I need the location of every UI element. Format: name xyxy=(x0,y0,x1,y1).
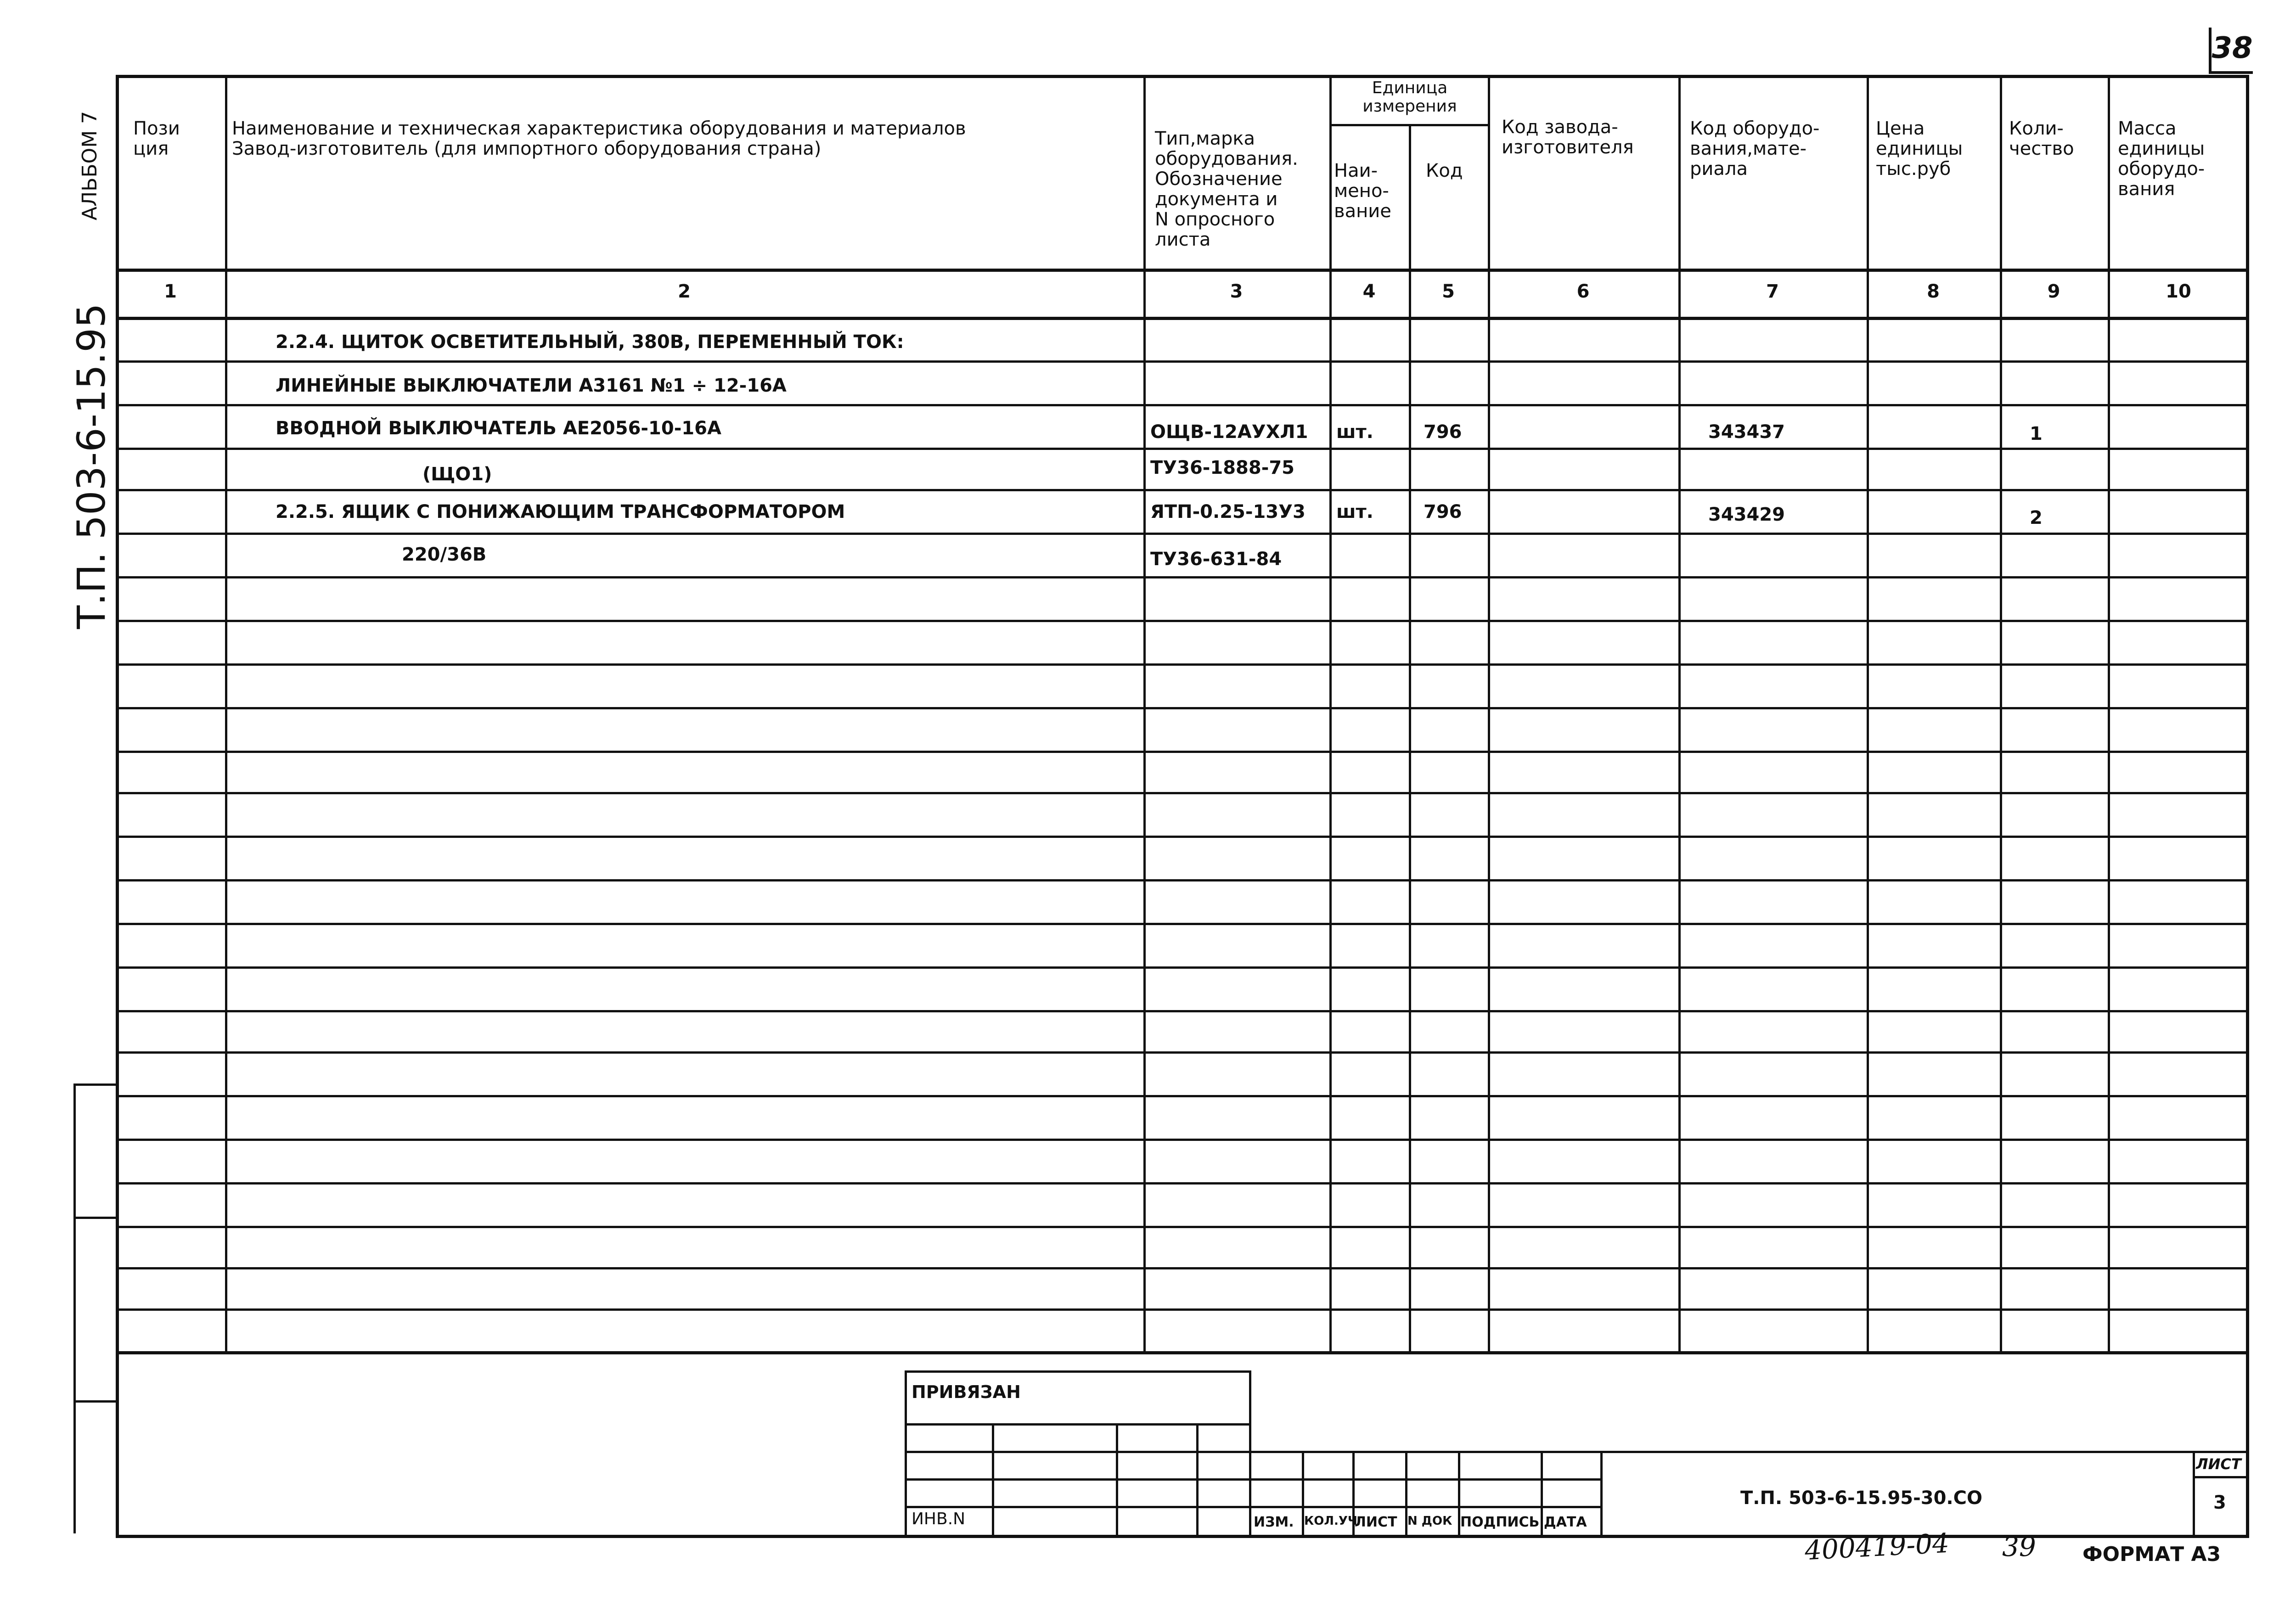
table-row-type: ЯТП-0.25-13У3 xyxy=(1150,501,1306,522)
header-manufacturer-code: Код завода- изготовителя xyxy=(1502,117,1634,158)
handwritten-inventory-number: 400419-04 xyxy=(1804,1527,1950,1566)
format-label: ФОРМАТ А3 xyxy=(2082,1543,2221,1566)
project-side-label: Т.П. 503-6-15.95 xyxy=(69,303,114,629)
header-unit-code: Код xyxy=(1426,160,1463,181)
column-number: 6 xyxy=(1576,281,1590,302)
stamp-label-count: КОЛ.УЧ xyxy=(1304,1514,1357,1528)
table-row-type: ТУ36-631-84 xyxy=(1150,549,1282,570)
page-number: 38 xyxy=(2209,28,2253,74)
header-unit-group: Единица измерения xyxy=(1362,79,1457,116)
column-number: 8 xyxy=(1927,281,1940,302)
table-row-quantity: 2 xyxy=(2030,507,2043,528)
table-row-name: 2.2.5. ЯЩИК С ПОНИЖАЮЩИМ ТРАНСФОРМАТОРОМ xyxy=(276,501,845,522)
left-stamp-strip xyxy=(73,1084,116,1533)
column-number: 1 xyxy=(164,281,177,302)
header-position: Пози ция xyxy=(133,118,180,159)
header-mass: Масса единицы оборудо- вания xyxy=(2118,118,2205,200)
document-designation: Т.П. 503-6-15.95-30.СО xyxy=(1740,1488,1982,1509)
table-row-equipment-code: 343429 xyxy=(1708,504,1785,525)
header-equipment-code: Код оборудо- вания,мате- риала xyxy=(1690,118,1820,180)
table-row-type: ТУ36-1888-75 xyxy=(1150,457,1294,478)
table-row-name: 2.2.4. ЩИТОК ОСВЕТИТЕЛЬНЫЙ, 380В, ПЕРЕМЕННЫЙ ТОК: xyxy=(276,331,904,353)
header-quantity: Коли- чество xyxy=(2009,118,2074,159)
column-number: 2 xyxy=(678,281,691,302)
table-row-name: ЛИНЕЙНЫЕ ВЫКЛЮЧАТЕЛИ А3161 №1 ÷ 12-16А xyxy=(276,375,787,396)
table-row-unit: шт. xyxy=(1336,501,1373,522)
table-row-equipment-code: 343437 xyxy=(1708,421,1785,443)
header-type: Тип,марка оборудования. Обозначение документа и N опросного листа xyxy=(1155,128,1298,250)
table-row-code: 796 xyxy=(1424,421,1462,443)
stamp-bound-label: ПРИВЯЗАН xyxy=(912,1382,1021,1402)
column-number: 10 xyxy=(2166,281,2191,302)
table-row-code: 796 xyxy=(1424,501,1462,522)
table-row-name: (ЩО1) xyxy=(422,464,492,485)
sheet-label: ЛИСТ xyxy=(2196,1455,2241,1473)
stamp-label-date: ДАТА xyxy=(1544,1514,1587,1530)
stamp-label-doc: N ДОК xyxy=(1407,1514,1452,1528)
column-number: 5 xyxy=(1442,281,1455,302)
header-price: Цена единицы тыс.руб xyxy=(1876,118,1963,180)
table-row-name: ВВОДНОЙ ВЫКЛЮЧАТЕЛЬ АЕ2056-10-16А xyxy=(276,418,721,439)
column-number: 4 xyxy=(1362,281,1376,302)
column-number: 3 xyxy=(1230,281,1243,302)
table-row-unit: шт. xyxy=(1336,421,1373,443)
table-row-quantity: 1 xyxy=(2030,423,2043,444)
handwritten-page-number: 39 xyxy=(2002,1531,2036,1562)
table-row-name: 220/36В xyxy=(402,544,487,565)
header-unit-name: Наи- мено- вание xyxy=(1334,160,1391,222)
table-row-type: ОЩВ-12АУХЛ1 xyxy=(1150,421,1308,443)
header-name: Наименование и техническая характеристика оборудования и материалов Завод-изготовитель (для импортного оборудования страна) xyxy=(232,118,966,159)
stamp-label-change: ИЗМ. xyxy=(1254,1514,1294,1530)
column-number: 7 xyxy=(1766,281,1779,302)
album-label: АЛЬБОМ 7 xyxy=(78,111,101,220)
stamp-inv-label: ИНВ.N xyxy=(912,1510,966,1528)
stamp-label-signature: ПОДПИСЬ xyxy=(1460,1514,1540,1530)
sheet-number: 3 xyxy=(2213,1492,2226,1513)
column-number: 9 xyxy=(2047,281,2060,302)
stamp-label-sheet: ЛИСТ xyxy=(1355,1514,1397,1530)
